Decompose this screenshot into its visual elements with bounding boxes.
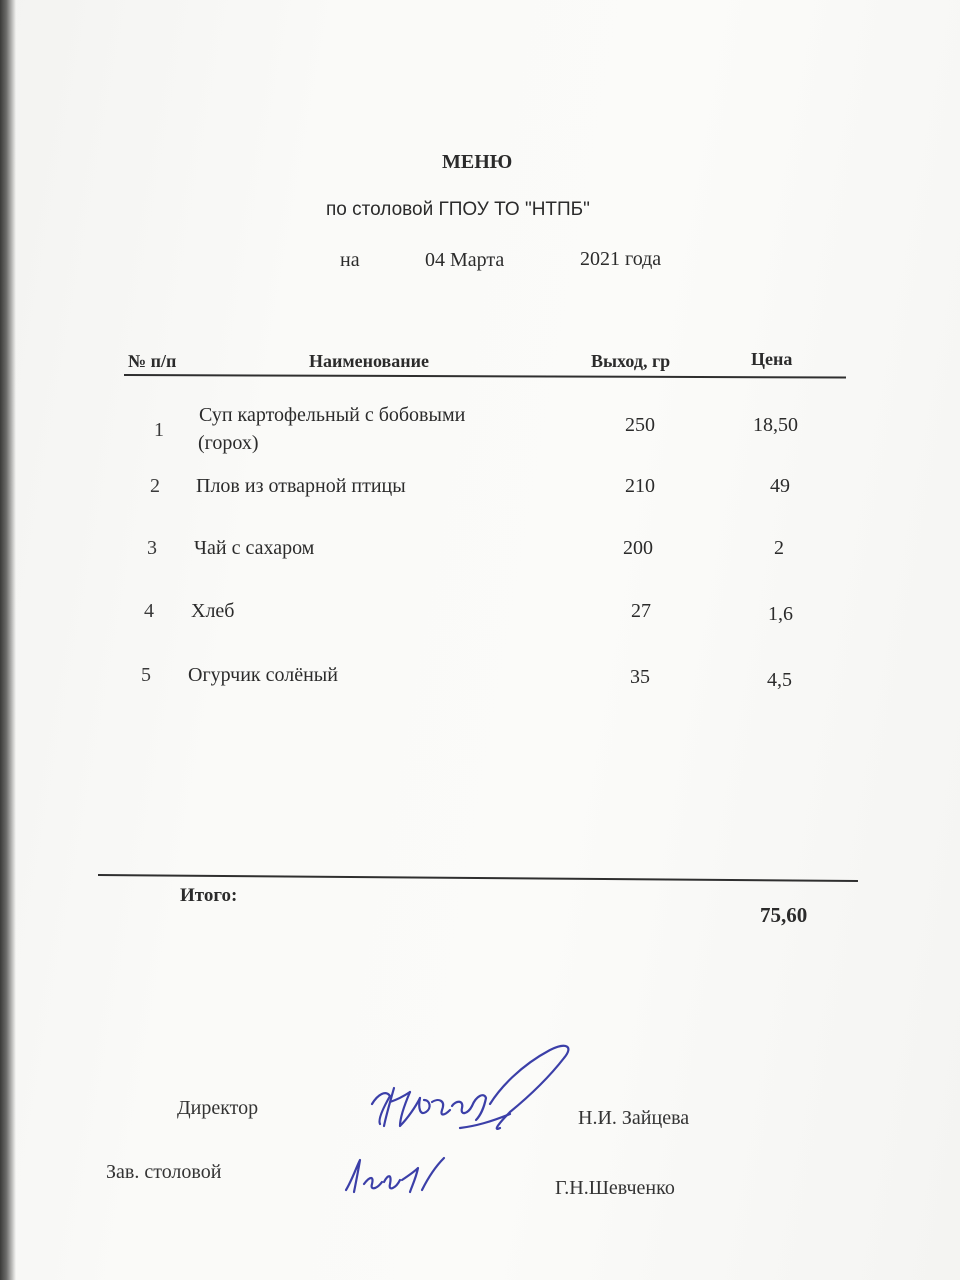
row-name: Суп картофельный с бобовыми: [199, 404, 466, 426]
row-number: 3: [147, 537, 157, 559]
date-year: 2021 года: [580, 248, 662, 270]
total-value: 75,60: [760, 903, 808, 927]
paper-shadow-edge: [0, 0, 16, 1280]
row-yield: 200: [623, 537, 653, 559]
director-name: Н.И. Зайцева: [578, 1107, 690, 1129]
row-name: Чай с сахаром: [194, 537, 315, 559]
row-number: 1: [154, 419, 164, 441]
row-price: 2: [774, 537, 784, 559]
date-day: 04 Марта: [425, 249, 505, 271]
row-number: 2: [150, 475, 160, 497]
column-header-num: № п/п: [128, 351, 177, 371]
total-label: Итого:: [180, 885, 238, 906]
row-yield: 35: [630, 666, 650, 688]
document-title: МЕНЮ: [442, 151, 513, 173]
canteen-head-name: Г.Н.Шевченко: [555, 1177, 675, 1199]
header-rule: [124, 374, 846, 379]
date-prefix: на: [340, 249, 360, 271]
column-header-yield: Выход, гр: [591, 351, 671, 371]
row-name: Хлеб: [191, 600, 235, 622]
row-name-continued: (горох): [198, 432, 259, 454]
row-name: Огурчик солёный: [188, 664, 338, 686]
row-price: 18,50: [753, 414, 798, 436]
director-signature: [360, 1036, 590, 1146]
row-name: Плов из отварной птицы: [196, 475, 406, 497]
row-yield: 210: [625, 475, 655, 497]
row-price: 49: [770, 475, 790, 497]
canteen-head-label: Зав. столовой: [106, 1161, 222, 1183]
row-yield: 27: [631, 600, 651, 622]
row-price: 1,6: [768, 603, 793, 625]
column-header-name: Наименование: [309, 351, 429, 371]
column-header-price: Цена: [751, 349, 793, 369]
row-number: 4: [144, 600, 154, 622]
row-number: 5: [141, 664, 151, 686]
document-subtitle: по столовой ГПОУ ТО "НТПБ": [326, 199, 590, 220]
row-yield: 250: [625, 414, 655, 436]
director-label: Директор: [177, 1097, 259, 1119]
canteen-head-signature: [338, 1150, 458, 1200]
total-rule: [98, 874, 858, 882]
row-price: 4,5: [767, 669, 792, 691]
